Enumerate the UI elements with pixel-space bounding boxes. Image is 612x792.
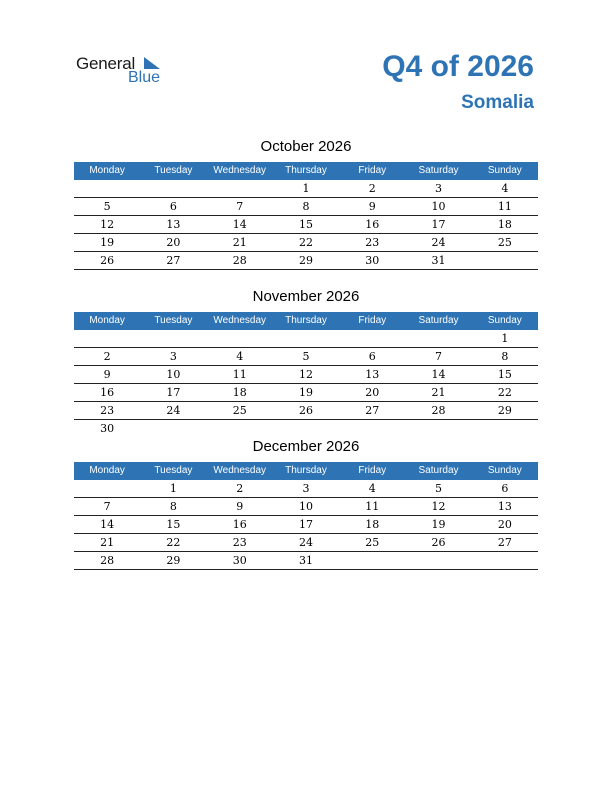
day-cell: 3 [169, 350, 177, 363]
day-cell: 6 [368, 350, 376, 363]
week-row [74, 516, 538, 534]
day-cell: 16 [232, 518, 247, 531]
day-cell: 4 [501, 182, 509, 195]
weekday-label: Monday [89, 165, 125, 176]
day-cell: 6 [501, 482, 509, 495]
week-row [74, 534, 538, 552]
day-cell: 5 [435, 482, 443, 495]
week-row [74, 198, 538, 216]
weekday-label: Tuesday [154, 165, 193, 176]
day-cell: 1 [169, 482, 177, 495]
day-cell: 1 [501, 332, 509, 345]
day-cell [472, 552, 538, 569]
day-cell: 18 [497, 218, 512, 231]
day-cell: 12 [100, 218, 115, 231]
day-cell: 17 [166, 386, 181, 399]
day-cell [472, 420, 538, 437]
day-cell: 17 [298, 518, 313, 531]
day-cell: 7 [236, 200, 244, 213]
day-cell: 21 [100, 536, 115, 549]
day-cell: 24 [298, 536, 313, 549]
weekday-label: Wednesday [213, 315, 267, 326]
day-cell: 31 [298, 554, 313, 567]
logo-text-general: General [76, 54, 136, 73]
day-cell [140, 180, 206, 197]
day-cell: 10 [431, 200, 446, 213]
day-cell: 19 [431, 518, 446, 531]
day-cell [140, 420, 206, 437]
week-row [74, 552, 538, 570]
weekday-label: Thursday [285, 165, 327, 176]
week-row [74, 180, 538, 198]
day-cell: 16 [100, 386, 115, 399]
weekday-label: Sunday [487, 465, 522, 476]
week-row [74, 216, 538, 234]
day-cell [339, 552, 405, 569]
day-cell: 29 [166, 554, 181, 567]
day-cell: 12 [298, 368, 313, 381]
day-cell: 19 [100, 236, 115, 249]
day-cell: 27 [497, 536, 512, 549]
day-cell: 15 [166, 518, 181, 531]
day-cell: 15 [298, 218, 313, 231]
day-cell: 29 [298, 254, 313, 267]
day-cell: 11 [497, 200, 512, 213]
day-cell: 22 [166, 536, 181, 549]
day-cell: 3 [302, 482, 310, 495]
month-title: October 2026 [260, 138, 352, 155]
week-row [74, 498, 538, 516]
day-cell: 28 [100, 554, 115, 567]
day-cell [207, 420, 273, 437]
weekday-label: Wednesday [213, 465, 267, 476]
weekday-header [74, 162, 538, 180]
day-cell: 25 [232, 404, 247, 417]
weekday-header [74, 312, 538, 330]
day-cell: 21 [431, 386, 446, 399]
weekday-label: Saturday [418, 315, 459, 326]
month-title: November 2026 [252, 288, 360, 305]
week-row [74, 330, 538, 348]
weekday-header [74, 462, 538, 480]
week-row [74, 348, 538, 366]
weekday-label: Saturday [418, 165, 459, 176]
week-row [74, 420, 538, 437]
day-cell: 26 [100, 254, 115, 267]
day-cell: 20 [497, 518, 512, 531]
day-cell: 9 [236, 500, 244, 513]
day-cell: 19 [298, 386, 313, 399]
day-cell: 8 [501, 350, 509, 363]
weekday-label: Sunday [487, 315, 522, 326]
day-cell: 26 [431, 536, 446, 549]
day-cell: 24 [166, 404, 181, 417]
day-cell: 14 [100, 518, 115, 531]
day-cell: 20 [166, 236, 181, 249]
day-cell: 4 [236, 350, 244, 363]
day-cell [339, 420, 405, 437]
day-cell: 25 [497, 236, 512, 249]
generalblue-logo [76, 54, 176, 88]
month-title: December 2026 [252, 438, 360, 455]
day-cell: 7 [103, 500, 111, 513]
day-cell: 16 [365, 218, 380, 231]
day-cell: 13 [365, 368, 380, 381]
day-cell: 22 [298, 236, 313, 249]
day-cell [74, 480, 140, 497]
day-cell: 2 [236, 482, 244, 495]
day-cell: 22 [497, 386, 512, 399]
weekday-label: Friday [358, 165, 387, 176]
day-cell: 20 [365, 386, 380, 399]
day-cell: 9 [103, 368, 111, 381]
day-cell [405, 330, 471, 347]
day-cell: 5 [302, 350, 310, 363]
week-row [74, 384, 538, 402]
day-cell: 29 [497, 404, 512, 417]
week-row [74, 480, 538, 498]
day-cell: 10 [166, 368, 181, 381]
day-cell [405, 552, 471, 569]
month-calendar [74, 137, 538, 270]
day-cell: 27 [166, 254, 181, 267]
day-cell: 1 [302, 182, 310, 195]
day-cell: 30 [365, 254, 380, 267]
day-cell [273, 330, 339, 347]
day-cell [339, 330, 405, 347]
weekday-label: Wednesday [213, 165, 267, 176]
day-cell: 17 [431, 218, 446, 231]
day-cell: 6 [169, 200, 177, 213]
day-cell: 10 [298, 500, 313, 513]
day-cell [207, 330, 273, 347]
day-cell: 14 [232, 218, 247, 231]
logo-text-blue: Blue [128, 69, 161, 86]
day-cell: 30 [100, 422, 115, 435]
day-cell: 2 [103, 350, 111, 363]
day-cell: 9 [368, 200, 376, 213]
weekday-label: Tuesday [154, 315, 193, 326]
week-row [74, 402, 538, 420]
day-cell: 13 [497, 500, 512, 513]
day-cell: 26 [298, 404, 313, 417]
day-cell: 23 [100, 404, 115, 417]
day-cell: 31 [431, 254, 446, 267]
day-cell: 30 [232, 554, 247, 567]
day-cell: 15 [497, 368, 512, 381]
day-cell [140, 330, 206, 347]
day-cell [405, 420, 471, 437]
day-cell [207, 180, 273, 197]
day-cell [74, 180, 140, 197]
month-calendar [74, 287, 538, 437]
day-cell: 18 [232, 386, 247, 399]
weekday-label: Thursday [285, 465, 327, 476]
weekday-label: Sunday [487, 165, 522, 176]
month-calendar [74, 437, 538, 570]
day-cell: 28 [431, 404, 446, 417]
day-cell: 11 [365, 500, 380, 513]
day-cell [74, 330, 140, 347]
week-row [74, 234, 538, 252]
logo-triangle-icon [144, 57, 160, 69]
day-cell: 25 [365, 536, 380, 549]
weekday-label: Friday [358, 465, 387, 476]
day-cell: 4 [368, 482, 376, 495]
day-cell: 8 [169, 500, 177, 513]
week-row [74, 366, 538, 384]
weekday-label: Tuesday [154, 465, 193, 476]
day-cell: 28 [232, 254, 247, 267]
weekday-label: Monday [89, 465, 125, 476]
day-cell: 14 [431, 368, 446, 381]
week-row [74, 252, 538, 270]
day-cell: 23 [365, 236, 380, 249]
page-title: Q4 of 2026 [382, 50, 534, 83]
weekday-label: Saturday [418, 465, 459, 476]
day-cell: 27 [365, 404, 380, 417]
day-cell: 8 [302, 200, 310, 213]
day-cell: 12 [431, 500, 446, 513]
day-cell: 2 [368, 182, 376, 195]
country-subtitle: Somalia [461, 92, 534, 113]
day-cell: 11 [232, 368, 247, 381]
day-cell: 18 [365, 518, 380, 531]
day-cell: 21 [232, 236, 247, 249]
day-cell: 23 [232, 536, 247, 549]
day-cell: 5 [103, 200, 111, 213]
day-cell: 7 [435, 350, 443, 363]
day-cell [273, 420, 339, 437]
day-cell: 13 [166, 218, 181, 231]
day-cell: 3 [435, 182, 443, 195]
day-cell: 24 [431, 236, 446, 249]
day-cell [472, 252, 538, 269]
weekday-label: Friday [358, 315, 387, 326]
weekday-label: Monday [89, 315, 125, 326]
weekday-label: Thursday [285, 315, 327, 326]
